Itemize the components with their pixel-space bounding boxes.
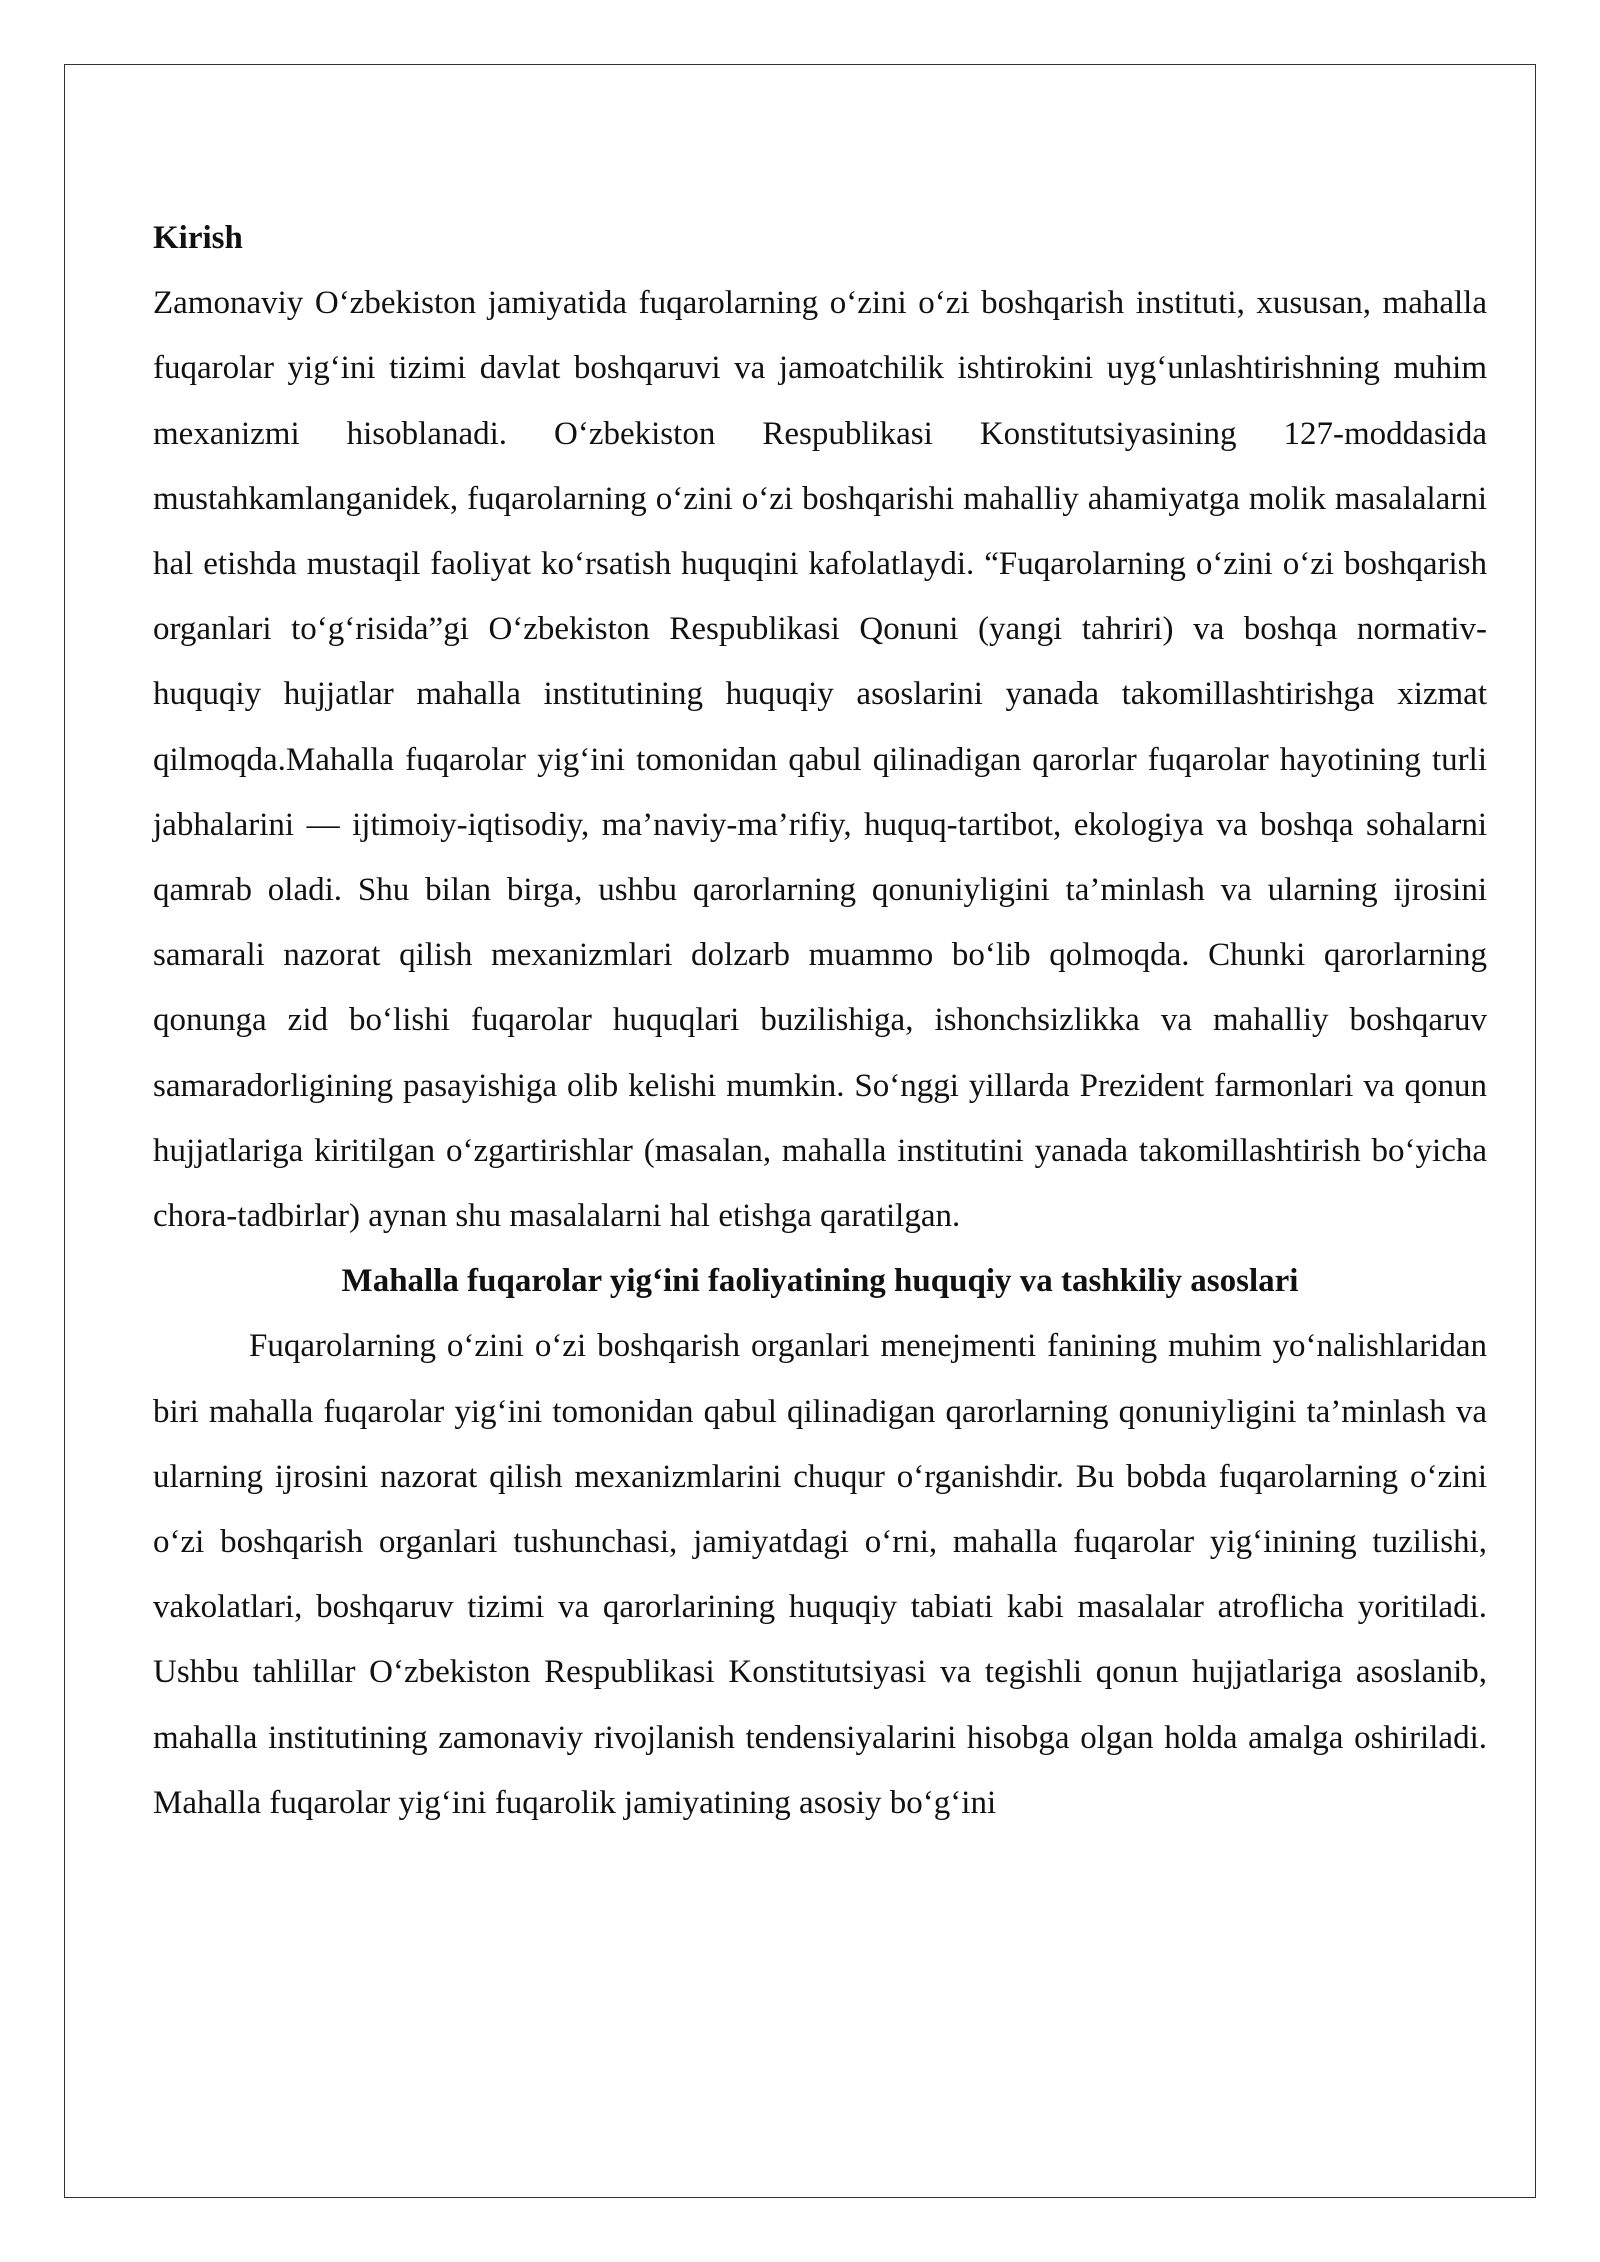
- intro-heading: Kirish: [153, 220, 243, 256]
- section-heading: Mahalla fuqarolar yig‘ini faoliyatining huquqiy va tashkiliy asoslari: [341, 1263, 1299, 1300]
- intro-paragraph: Zamonaviy O‘zbekiston jamiyatida fuqarolarning o‘zini o‘zi boshqarish instituti, xususan, mahalla fuqarolar yig‘ini tizimi davlat boshqaruvi va jamoatchilik ishtirokini uyg‘unlashtirishning muhim mexanizmi hisoblanadi. O‘zbekiston Respublikasi Konstitutsiyasining 127-moddasida mustahkamlanganidek, fuqarolarning o‘zini o‘zi boshqarishi mahalliy ahamiyatga molik masalalarni hal etishda mustaqil faoliyat ko‘rsatish huquqini kafolatlaydi. “Fuqarolarning o‘zini o‘zi boshqarish organlari to‘g‘risida”gi O‘zbekiston Respublikasi Qonuni (yangi tahriri) va boshqa normativ-huquqiy hujjatlar mahalla institutining huquqiy asoslarini yanada takomillashtirishga xizmat qilmoqda.Mahalla fuqarolar yig‘ini tomonidan qabul qilinadigan qarorlar fuqarolar hayotining turli jabhalarini — ijtimoiy-iqtisodiy, ma’naviy-ma’rifiy, huquq-tartibot, ekologiya va boshqa sohalarni qamrab oladi. Shu bilan birga, ushbu qarorlarning qonuniyligini ta’minlash va ularning ijrosini samarali nazorat qilish mexanizmlari dolzarb muammo bo‘lib qolmoqda. Chunki qarorlarning qonunga zid bo‘lishi fuqarolar huquqlari buzilishiga, ishonchsizlikka va mahalliy boshqaruv samaradorligining pasayishiga olib kelishi mumkin. So‘nggi yillarda Prezident farmonlari va qonun hujjatlariga kiritilgan o‘zgartirishlar (masalan, mahalla institutini yanada takomillashtirish bo‘yicha chora-tadbirlar) aynan shu masalalarni hal etishga qaratilgan.: [153, 285, 1487, 1235]
- document-body: [153, 206, 1487, 1836]
- section-paragraph: Fuqarolarning o‘zini o‘zi boshqarish organlari menejmenti fanining muhim yo‘nalishlaridan biri mahalla fuqarolar yig‘ini tomonidan qabul qilinadigan qarorlarning qonuniyligini ta’minlash va ularning ijrosini nazorat qilish mexanizmlarini chuqur o‘rganishdir. Bu bobda fuqarolarning o‘zini o‘zi boshqarish organlari tushunchasi, jamiyatdagi o‘rni, mahalla fuqarolar yig‘inining tuzilishi, vakolatlari, boshqaruv tizimi va qarorlarining huquqiy tabiati kabi masalalar atroflicha yoritiladi. Ushbu tahlillar O‘zbekiston Respublikasi Konstitutsiyasi va tegishli qonun hujjatlariga asoslanib, mahalla institutining zamonaviy rivojlanish tendensiyalarini hisobga olgan holda amalga oshiriladi. Mahalla fuqarolar yig‘ini fuqarolik jamiyatining asosiy bo‘g‘ini: [153, 1328, 1487, 1821]
